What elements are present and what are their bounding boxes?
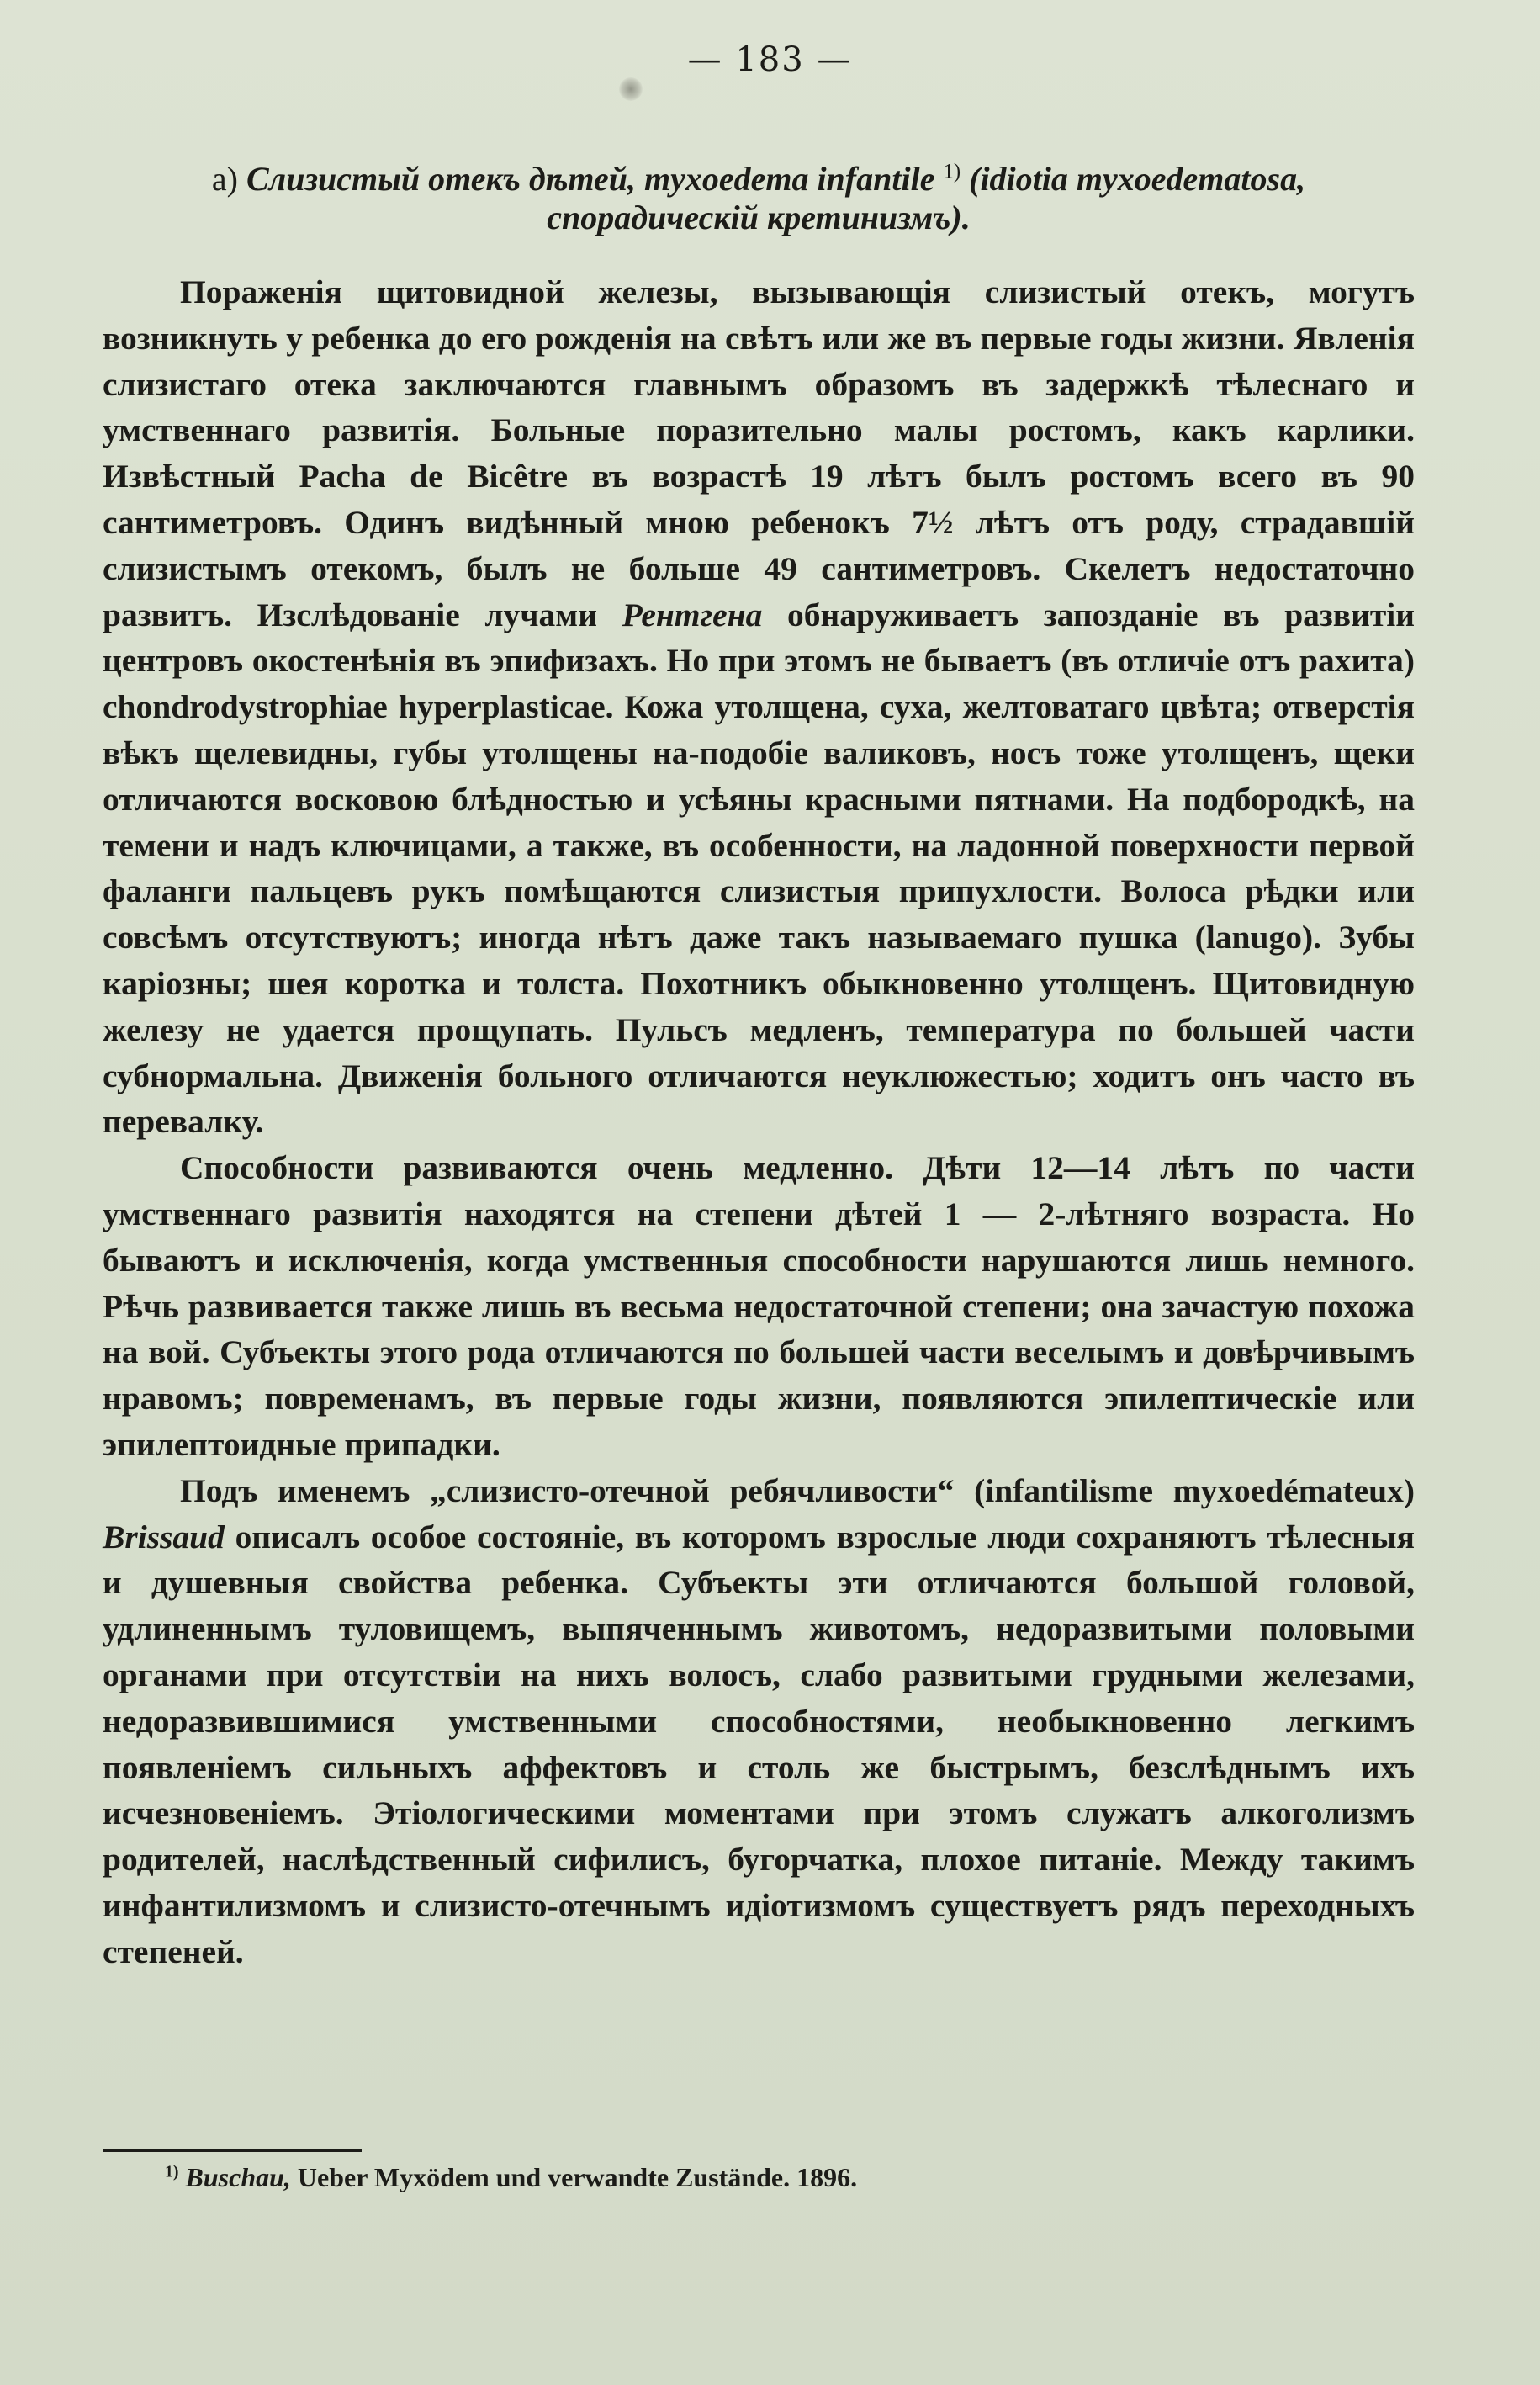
paragraph-1-italic: Рентгена — [622, 596, 763, 633]
section-heading — [103, 160, 1415, 237]
paragraph-1-text-a: Пораженія щитовидной железы, вызывающія слизистый отекъ, могутъ возникнуть у ребенка до его рожденія на свѣтъ или же въ первые годы жизни. Явленія слизистаго отека заключаются главнымъ образомъ въ задержкѣ тѣлеснаго и умственнаго развитія. Больные поразительно малы ростомъ, какъ карлики. Извѣстный Pacha de Bicêtre въ возрастѣ 19 лѣтъ былъ ростомъ всего въ 90 сантиметровъ. Одинъ видѣнный мною ребенокъ 7½ лѣтъ отъ роду, страдавшій слизистымъ отекомъ, былъ не больше 49 сантиметровъ. Скелетъ недостаточно развитъ. Изслѣдованіе лучами — [103, 273, 1415, 633]
heading-subtitle: (idiotia myxoedematosa, спорадическій кретинизмъ). — [547, 160, 1306, 236]
paragraph-2 — [103, 1145, 1415, 1468]
heading-footnote-mark: 1) — [943, 160, 961, 183]
scan-speck — [619, 77, 643, 101]
footnote — [165, 2160, 1410, 2194]
heading-prefix: a) — [211, 160, 238, 198]
page-content — [103, 160, 1415, 1974]
footnote-author: Buschau, — [185, 2162, 291, 2192]
footnote-divider — [103, 2149, 362, 2152]
paragraph-2-text-a: Способности развиваются очень медленно. Дѣти 12—14 лѣтъ по части умственнаго развитія находятся на степени дѣтей 1 — 2-лѣтняго возраста. Но бываютъ и исключенія, когда умственныя способности нарушаются лишь немного. Рѣчь развивается также лишь въ весьма недостаточной степени; она зачастую похожа на вой. Субъекты этого рода отличаются по большей части веселымъ и довѣрчивымъ нравомъ; повременамъ, въ первые годы жизни, появляются эпилептическіе или эпилептоидные припадки. — [103, 1149, 1415, 1463]
paragraph-1-text-b: обнаруживаетъ запозданіе въ развитіи центровъ окостенѣнія въ эпифизахъ. Но при этомъ не бываетъ (въ отличіе отъ рахита) chondrodystrophiae hyperplasticae. Кожа утолщена, суха, желтоватаго цвѣта; отверстія вѣкъ щелевидны, губы утолщены на-подобіе валиковъ, носъ тоже утолщенъ, щеки отличаются восковою блѣдностью и усѣяны красными пятнами. На подбородкѣ, на темени и надъ ключицами, а также, въ особенности, на ладонной поверхности первой фаланги пальцевъ рукъ помѣщаются слизистыя припухлости. Волоса рѣдки или совсѣмъ отсутствуютъ; иногда нѣтъ даже такъ называемаго пушка (lanugo). Зубы каріозны; шея коротка и толста. Похотникъ обыкновенно утолщенъ. Щитовидную железу не удается прощупать. Пульсъ медленъ, температура по большей части субнормальна. Движенія больного отличаются неуклюжестью; ходитъ онъ часто въ перевалку. — [103, 596, 1416, 1141]
paragraph-3 — [103, 1468, 1415, 1975]
footnote-text: Ueber Myxödem und verwandte Zustände. 1896. — [297, 2162, 858, 2192]
paragraph-1 — [103, 269, 1415, 1145]
paragraph-3-text-b: описалъ особое состояніе, въ которомъ взрослые люди сохраняютъ тѣлесныя и душевныя свойства ребенка. Субъекты эти отличаются большой головой, удлиненнымъ туловищемъ, выпяченнымъ животомъ, недоразвитыми половыми органами при отсутствіи на нихъ волосъ, слабо развитыми грудными железами, недоразвившимися умственными способностями, необыкновенно легкимъ появленіемъ сильныхъ аффектовъ и столь же быстрымъ, безслѣднымъ ихъ исчезновеніемъ. Этіологическими моментами при этомъ служатъ алкоголизмъ родителей, наслѣдственный сифилисъ, бугорчатка, плохое питаніе. Между такимъ инфантилизмомъ и слизисто-отечнымъ идіотизмомъ существуетъ рядъ переходныхъ степеней. — [103, 1518, 1415, 1970]
paragraph-3-text-a: Подъ именемъ „слизисто-отечной ребячливости“ (infantilisme myxoedémateux) — [180, 1471, 1415, 1509]
heading-title: Слизистый отекъ дѣтей, myxoedema infantile — [246, 160, 935, 198]
footnote-mark: 1) — [165, 2162, 179, 2181]
page-number: — 183 — — [687, 40, 853, 79]
paragraph-3-italic: Brissaud — [103, 1518, 225, 1556]
